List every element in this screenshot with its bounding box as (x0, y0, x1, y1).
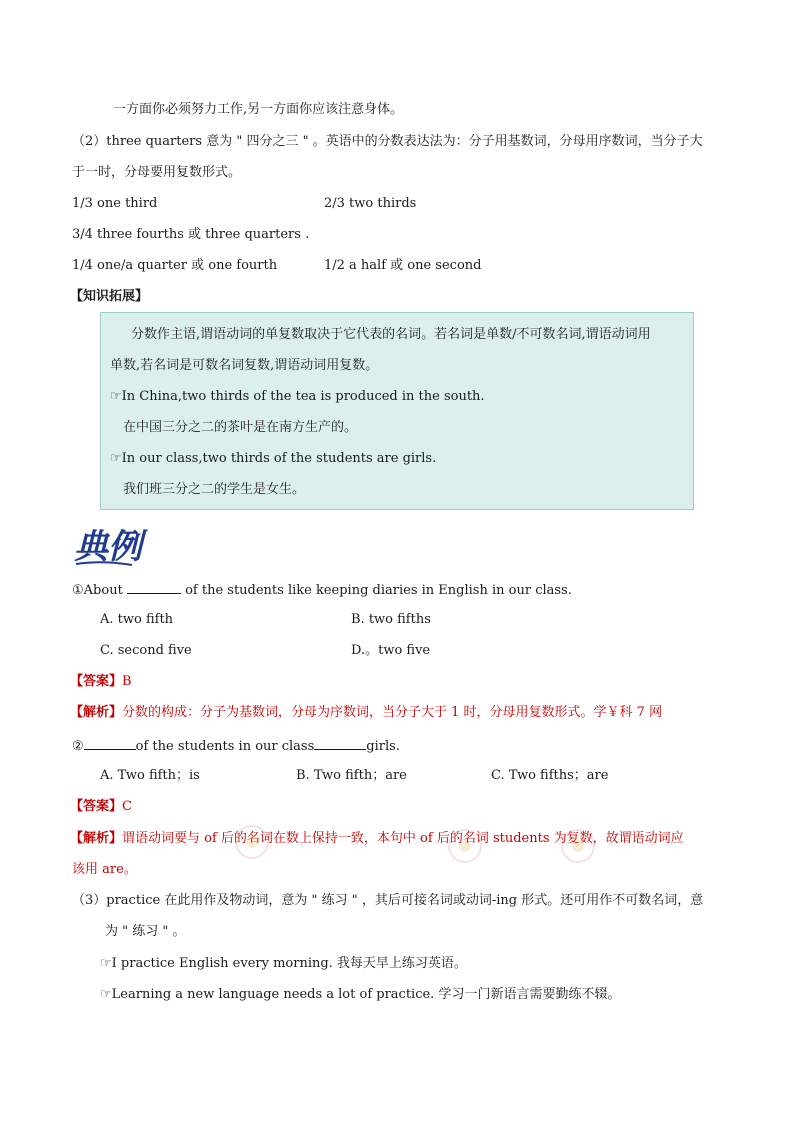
example-left-3: 1/4 one/a quarter 或 one fourth (72, 258, 278, 273)
box-example1-zh: 在中国三分之二的茶叶是在南方生产的。 (123, 420, 358, 435)
q1-option-d: D.。two five (351, 643, 431, 658)
q1-answer-label: 【答案】 (70, 674, 123, 689)
q1-analysis-label: 【解析】 (70, 705, 123, 720)
point3-line1: （3）practice 在此用作及物动词，意为 " 练习 " ，其后可接名词或动词-ing 形式。还可用作不可数名词，意 (72, 893, 704, 908)
q2-blank2 (314, 736, 366, 750)
q2-analysis-label: 【解析】 (70, 831, 123, 846)
point2-line1: （2）three quarters 意为 " 四分之三 " 。英语中的分数表达法为：分子用基数词，分母用序数词，当分子大 (72, 134, 703, 149)
q1-answer (70, 673, 132, 691)
q2-stem-post: girls. (366, 739, 400, 754)
logo-text: 典例 (74, 527, 142, 567)
q2-stem (72, 736, 400, 756)
q1-option-b: B. two fifths (351, 612, 431, 627)
top-sentence: 一方面你必须努力工作,另一方面你应该注意身体。 (113, 102, 404, 117)
watermark-stamp-icon (558, 826, 618, 866)
q1-stem-post: of the students like keeping diaries in English in our class. (185, 583, 572, 598)
q1-blank (127, 580, 181, 594)
q2-answer-value: C (122, 799, 132, 814)
watermark-stamp-icon (445, 826, 505, 866)
point3-line2: 为 " 练习 " 。 (105, 924, 186, 939)
example-left-2: 3/4 three fourths 或 three quarters . (72, 227, 310, 242)
q2-stem-mid: of the students in our class (135, 739, 315, 754)
box-example2-en: ☞In our class,two thirds of the students are girls. (110, 451, 437, 466)
box-para2: 单数,若名词是可数名词复数,谓语动词用复数。 (110, 358, 379, 373)
q2-option-c: C. Two fifths；are (491, 768, 609, 783)
q1-stem (72, 580, 572, 600)
knowledge-box (100, 312, 694, 510)
box-example2-zh: 我们班三分之二的学生是女生。 (123, 482, 306, 497)
q1-analysis (70, 704, 662, 722)
q1-answer-value: B (122, 674, 132, 689)
q2-answer (70, 798, 132, 816)
example-right-3: 1/2 a half 或 one second (324, 258, 482, 273)
q2-answer-label: 【答案】 (70, 799, 123, 814)
q2-analysis-line2: 该用 are。 (72, 862, 137, 877)
point3-example1: ☞I practice English every morning. 我每天早上练习英语。 (100, 956, 467, 971)
box-example1-en: ☞In China,two thirds of the tea is produced in the south. (110, 389, 485, 404)
q2-blank1 (84, 736, 136, 750)
q2-option-a: A. Two fifth；is (100, 768, 200, 783)
example-logo-icon (72, 522, 152, 568)
example-left-1: 1/3 one third (72, 196, 158, 211)
q1-analysis-text: 分数的构成：分子为基数词，分母为序数词，当分子大于 1 时，分母用复数形式。学￥科 7 网 (122, 705, 663, 720)
q1-option-c: C. second five (100, 643, 192, 658)
example-right-1: 2/3 two thirds (324, 196, 417, 211)
q2-stem-pre: ② (72, 739, 84, 754)
q2-option-b: B. Two fifth；are (296, 768, 407, 783)
q1-stem-pre: ①About (72, 583, 123, 598)
point3-example2: ☞Learning a new language needs a lot of practice. 学习一门新语言需要勤练不辍。 (100, 987, 621, 1002)
knowledge-heading: 【知识拓展】 (70, 289, 149, 304)
q1-option-a: A. two fifth (100, 612, 174, 627)
box-para1: 分数作主语,谓语动词的单复数取决于它代表的名词。若名词是单数/不可数名词,谓语动词用 (131, 327, 651, 342)
point2-line2: 于一时，分母要用复数形式。 (72, 165, 242, 180)
q2-analysis-text1: 谓语动词要与 of 后的名词在数上保持一致，本句中 of 后的名词 students 为复数，故谓语动词应 (122, 831, 684, 846)
watermark-stamp-icon (232, 822, 292, 862)
